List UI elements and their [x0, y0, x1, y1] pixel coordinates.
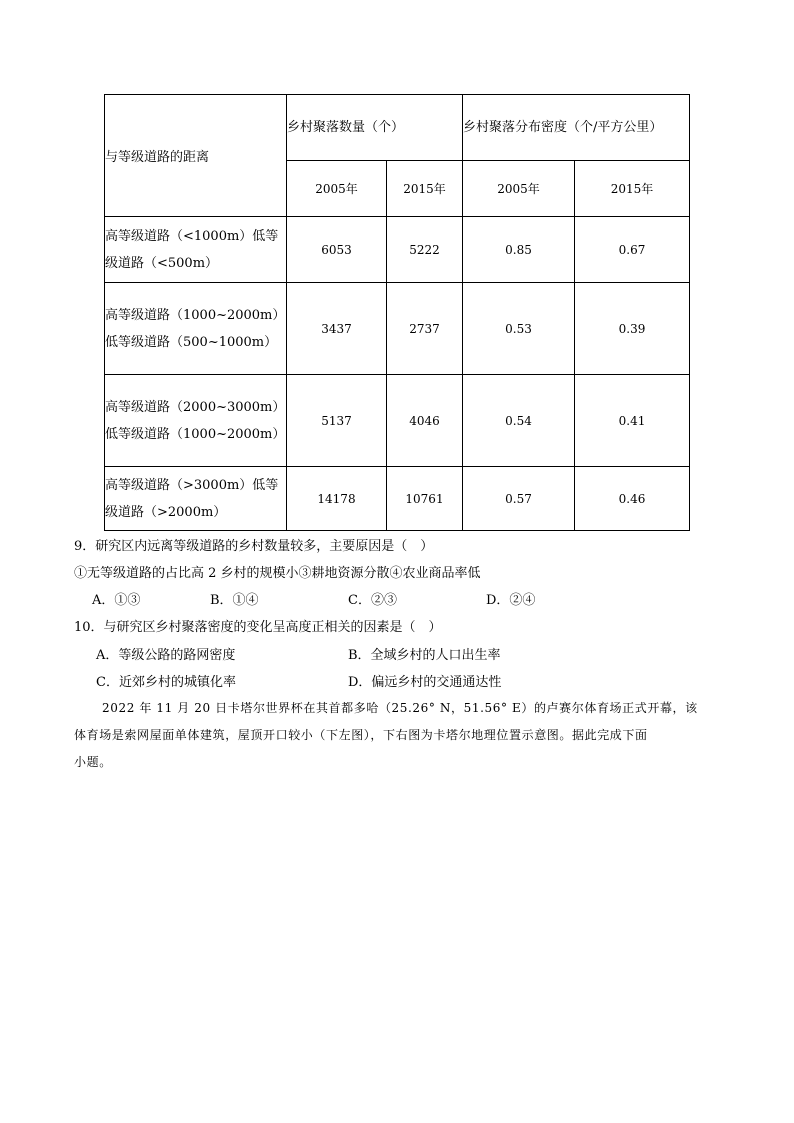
density-2015: 0.39 [575, 283, 690, 375]
question-9-option-c: C．②③ [348, 593, 397, 608]
table-row [105, 467, 690, 531]
row-label: 高等级道路（1000~2000m）低等级道路（500~1000m） [105, 283, 287, 375]
header-settlement-density: 乡村聚落分布密度（个/平方公里） [463, 95, 690, 161]
question-10-stem: 10．与研究区乡村聚落密度的变化呈高度正相关的因素是（ ） [74, 620, 442, 635]
count-2005: 3437 [287, 283, 387, 375]
question-10-option-a: A．等级公路的路网密度 [96, 648, 236, 663]
passage-line-1: 2022 年 11 月 20 日卡塔尔世界杯在其首都多哈（25.26° N，51.56° E）的卢赛尔体育场正式开幕，该 [102, 701, 698, 715]
question-10-option-d: D．偏远乡村的交通通达性 [348, 675, 502, 690]
table-row [105, 283, 690, 375]
question-9-statements: ①无等级道路的占比高 2 乡村的规模小③耕地资源分散④农业商品率低 [74, 566, 481, 581]
count-2005: 6053 [287, 217, 387, 283]
header-year: 2015年 [575, 161, 690, 217]
density-2015: 0.46 [575, 467, 690, 531]
passage-line-3: 小题。 [74, 755, 112, 769]
table-row [105, 217, 690, 283]
density-2005: 0.85 [463, 217, 575, 283]
question-10-option-b: B．全域乡村的人口出生率 [348, 648, 501, 663]
question-9-option-a: A．①③ [92, 593, 141, 608]
header-year: 2015年 [387, 161, 463, 217]
density-2005: 0.57 [463, 467, 575, 531]
row-label: 高等级道路（<1000m）低等级道路（<500m） [105, 217, 287, 283]
question-9-option-b: B．①④ [210, 593, 259, 608]
density-2015: 0.41 [575, 375, 690, 467]
count-2005: 14178 [287, 467, 387, 531]
count-2015: 2737 [387, 283, 463, 375]
question-10-option-c: C．近郊乡村的城镇化率 [96, 675, 236, 690]
table-row [105, 375, 690, 467]
row-label: 高等级道路（2000~3000m）低等级道路（1000~2000m） [105, 375, 287, 467]
header-settlement-count: 乡村聚落数量（个） [287, 95, 463, 161]
density-2005: 0.54 [463, 375, 575, 467]
header-year: 2005年 [463, 161, 575, 217]
row-label: 高等级道路（>3000m）低等级道路（>2000m） [105, 467, 287, 531]
density-2015: 0.67 [575, 217, 690, 283]
header-year: 2005年 [287, 161, 387, 217]
header-distance: 与等级道路的距离 [105, 95, 287, 217]
count-2015: 10761 [387, 467, 463, 531]
count-2005: 5137 [287, 375, 387, 467]
count-2015: 5222 [387, 217, 463, 283]
settlement-table [104, 94, 690, 531]
density-2005: 0.53 [463, 283, 575, 375]
count-2015: 4046 [387, 375, 463, 467]
question-9-stem: 9．研究区内远离等级道路的乡村数量较多，主要原因是（ ） [74, 539, 434, 554]
question-9-option-d: D．②④ [486, 593, 536, 608]
passage-line-2: 体育场是索网屋面单体建筑，屋顶开口较小（下左图），下右图为卡塔尔地理位置示意图。据此完成下面 [74, 728, 648, 742]
